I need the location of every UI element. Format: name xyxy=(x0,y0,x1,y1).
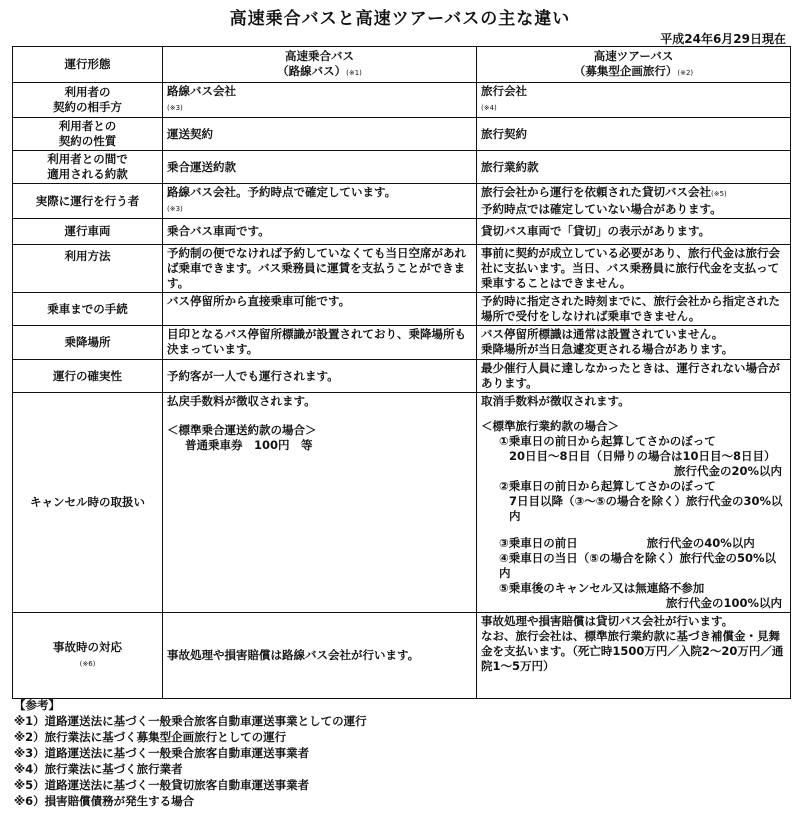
row-label-place: 乗降場所 xyxy=(13,326,163,360)
cell: 予約時に指定された時刻までに、旅行会社から指定された場所で受付をしなければ乗車できません。 xyxy=(477,293,791,326)
table-row xyxy=(13,293,791,326)
cell: 払戻手数料が徴収されます。 ＜標準乗合運送約款の場合＞ 普通乗車券 100円 等 xyxy=(163,393,477,613)
cell: 旅行契約 xyxy=(477,118,791,151)
row-label-partner: 利用者の 契約の相手方 xyxy=(13,83,163,118)
cell: 最少催行人員に達しなかったときは、運行されない場合があります。 xyxy=(477,360,791,393)
comparison-table xyxy=(12,46,791,699)
row-label-usage: 利用方法 xyxy=(13,245,163,293)
cell: 旅行会社 (※4) xyxy=(477,83,791,118)
table-row xyxy=(13,151,791,184)
cell: 乗合バス車両です。 xyxy=(163,219,477,245)
cell: バス停留所から直接乗車可能です。 xyxy=(163,293,477,326)
row-label-accident: 事故時の対応 (※6) xyxy=(13,613,163,699)
as-of-date: 平成24年6月29日現在 xyxy=(660,32,786,46)
cell: 運送契約 xyxy=(163,118,477,151)
header-highway-tour-bus: 高速ツアーバス （募集型企画旅行）(※2) xyxy=(477,47,791,83)
note-item: ※6）損害賠償債務が発生する場合 xyxy=(14,794,195,808)
table-row xyxy=(13,219,791,245)
page-title: 高速乗合バスと高速ツアーバスの主な違い xyxy=(229,9,571,29)
cell: 予約制の便でなければ予約していなくても当日空席があれば乗車できます。バス乗務員に運賃を支払うことができます。 xyxy=(163,245,477,293)
cell: 路線バス会社 (※3) xyxy=(163,83,477,118)
reference-notes xyxy=(14,697,367,809)
row-label-certainty: 運行の確実性 xyxy=(13,360,163,393)
note-item: ※5）道路運送法に基づく一般貸切旅客自動車運送事業者 xyxy=(14,778,310,792)
cell: 乗合運送約款 xyxy=(163,151,477,184)
row-label-cancel: キャンセル時の取扱い xyxy=(13,393,163,613)
cell: 旅行会社から運行を依頼された貸切バス会社(※5) 予約時点では確定していない場合があります。 xyxy=(477,184,791,219)
table-row xyxy=(13,83,791,118)
cell: バス停留所標識は通常は設置されていません。 乗降場所が当日急遽変更される場合があります。 xyxy=(477,326,791,360)
row-label-terms: 利用者との間で 適用される約款 xyxy=(13,151,163,184)
note-item: ※3）道路運送法に基づく一般乗合旅客自動車運送事業者 xyxy=(14,746,310,760)
row-label-vehicle: 運行車両 xyxy=(13,219,163,245)
table-row xyxy=(13,326,791,360)
row-label-nature: 利用者との 契約の性質 xyxy=(13,118,163,151)
header-label: 運行形態 xyxy=(13,47,163,83)
cell: 貸切バス車両で「貸切」の表示があります。 xyxy=(477,219,791,245)
table-row xyxy=(13,360,791,393)
row-label-operator: 実際に運行を行う者 xyxy=(13,184,163,219)
cell: 事故処理や損害賠償は路線バス会社が行います。 xyxy=(163,613,477,699)
cell: 事故処理や損害賠償は貸切バス会社が行います。 なお、旅行会社は、標準旅行業約款に基づき補償金・見舞金を支払います。（死亡時1500万円／入院2～20万円／通院1～5万円） xyxy=(477,613,791,699)
row-label-boarding: 乗車までの手続 xyxy=(13,293,163,326)
table-row xyxy=(13,184,791,219)
table-row xyxy=(13,118,791,151)
table-row xyxy=(13,613,791,699)
cell: 事前に契約が成立している必要があり、旅行代金は旅行会社に支払います。当日、バス乗務員に旅行代金を支払って乗車することはできません。 xyxy=(477,245,791,293)
cell: 目印となるバス停留所標識が設置されており、乗降場所も決まっています。 xyxy=(163,326,477,360)
notes-heading: 【参考】 xyxy=(14,698,60,712)
table-row xyxy=(13,245,791,293)
table-row xyxy=(13,393,791,613)
cell: 旅行業約款 xyxy=(477,151,791,184)
table-header-row xyxy=(13,47,791,83)
header-highway-route-bus: 高速乗合バス （路線バス）(※1) xyxy=(163,47,477,83)
cell: 路線バス会社。予約時点で確定しています。 (※3) xyxy=(163,184,477,219)
note-item: ※2）旅行業法に基づく募集型企画旅行としての運行 xyxy=(14,730,287,744)
cell: 取消手数料が徴収されます。 ＜標準旅行業約款の場合＞ ①乗車日の前日から起算してさかのぼって 20日目～8日目（日帰りの場合は10日目～8日目） 旅行代金の20%以内 ②乗車日の前日から起算してさかのぼって 7日目以降（③～⑤の場合を除く）旅行代金の30%以内 ③乗車日の前日 旅行代金の40%以内 ④乗車日の当日（⑤の場合を除く）旅行代金の50%以内 ⑤乗車後のキャンセル又は無連絡不参加 旅行代金の100%以内 xyxy=(477,393,791,613)
note-item: ※1）道路運送法に基づく一般乗合旅客自動車運送事業としての運行 xyxy=(14,714,367,728)
cell: 予約客が一人でも運行されます。 xyxy=(163,360,477,393)
note-item: ※4）旅行業法に基づく旅行業者 xyxy=(14,762,183,776)
